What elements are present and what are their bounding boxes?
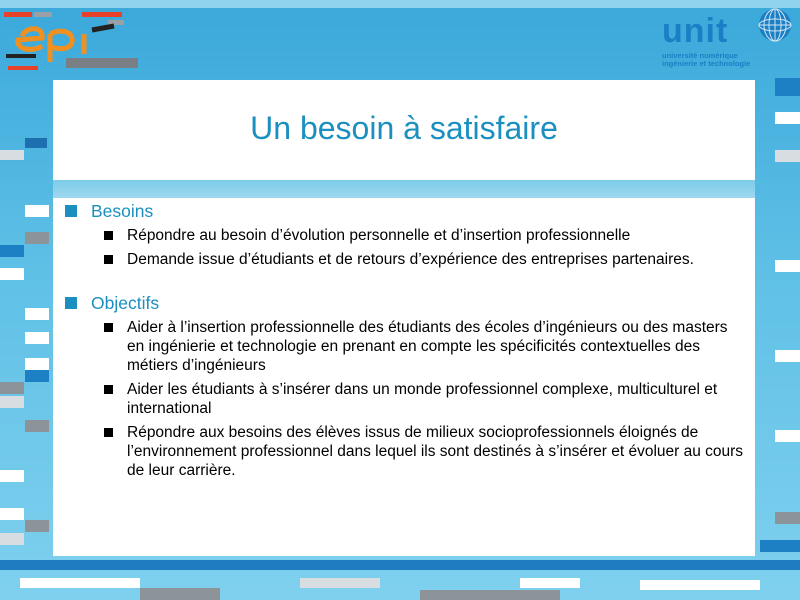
epi-logo bbox=[4, 10, 144, 72]
section-label: Besoins bbox=[91, 201, 154, 221]
section-objectifs bbox=[61, 292, 745, 480]
square-bullet-icon bbox=[104, 255, 113, 264]
unit-logo-subtitle: université numérique ingénierie et technologie bbox=[662, 51, 751, 68]
square-bullet-icon bbox=[104, 323, 113, 332]
square-bullet-icon bbox=[65, 205, 77, 217]
square-bullet-icon bbox=[104, 231, 113, 240]
separator-bar bbox=[53, 180, 755, 198]
list-item: Répondre au besoin d’évolution personnelle et d’insertion professionnelle bbox=[91, 226, 745, 245]
list-item: Aider à l’insertion professionnelle des étudiants des écoles d’ingénieurs ou des masters en ingénierie et technologie en prenant en compte les spécificités contextuelles des métiers d’ingénieurs bbox=[91, 318, 745, 375]
globe-icon bbox=[758, 8, 792, 42]
bullet-list bbox=[61, 200, 745, 485]
unit-logo-word: unit bbox=[662, 12, 729, 50]
sub-list bbox=[91, 226, 745, 269]
list-item: Demande issue d’étudiants et de retours d’expérience des entreprises partenaires. bbox=[91, 250, 745, 269]
square-bullet-icon bbox=[65, 297, 77, 309]
title-panel bbox=[53, 80, 755, 180]
square-bullet-icon bbox=[104, 428, 113, 437]
unit-logo bbox=[658, 6, 794, 70]
slide-title: Un besoin à satisfaire bbox=[250, 110, 558, 146]
content-panel bbox=[53, 198, 755, 556]
section-besoins bbox=[61, 200, 745, 292]
list-item: Répondre aux besoins des élèves issus de milieux socioprofessionnels éloignés de l’environnement professionnel dans lequel ils sont destinés à s’insérer et évoluer au cours de leur carrière. bbox=[91, 423, 745, 480]
square-bullet-icon bbox=[104, 385, 113, 394]
section-label: Objectifs bbox=[91, 293, 160, 313]
sub-list bbox=[91, 318, 745, 480]
list-item: Aider les étudiants à s’insérer dans un monde professionnel complexe, multiculturel et international bbox=[91, 380, 745, 418]
